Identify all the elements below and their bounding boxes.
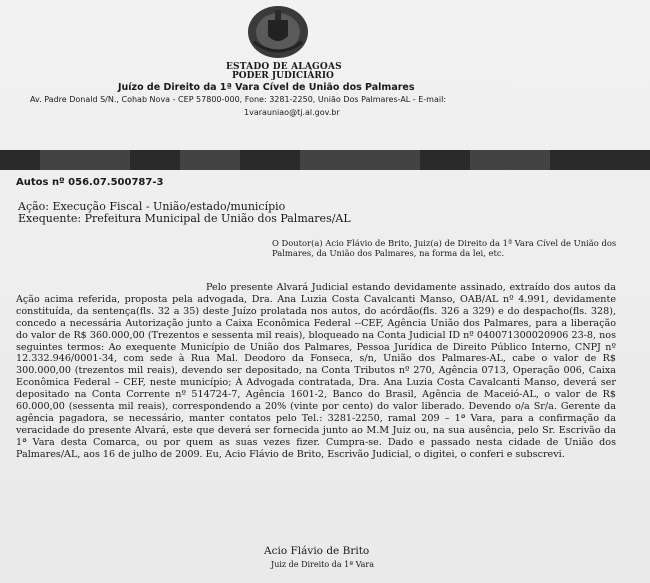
body-paragraph: Pelo presente Alvará Judicial estando devidamente assinado, extraído dos autos da Ação acima referida, proposta pela advogada, Dra. Ana Luzia Costa Cavalcanti Manso, OAB/AL nº 4.991, devidamente constituída, da sentença(fls. 32 a 35) deste Juízo prolatada nos autos, do acórdão(fls. 326 a 329) e do despacho(fls. 328), concedo a necessária Autorização junto a Caixa Econômica Federal --CEF, Agência União dos Palmares, para a liberação do valor de R$ 360.000,00 (Trezentos e sessenta mil reais), bloqueado na Conta Judicial ID nº 040071300020906 23-8, nos seguintes termos: Ao exequente Município de União dos Palmares, Pessoa Jurídica de Direito Público Interno, CNPJ nº 12.332.946/0001-34, com sede à Rua Mal. Deodoro da Fonseca, s/n, União dos Palmares-AL, cabe o valor de R$ 300.000,00 (trezentos mil reais), devendo ser depositado, na Conta Tributos nº 270, Agência 0713, Operação 006, Caixa Econômica Federal – CEF, neste município; À Advogada contratada, Dra. Ana Luzia Costa Cavalcanti Manso, deverá ser depositado na Conta Corrente nº 514724-7, Agência 1601-2, Banco do Brasil, Agência de Maceió-AL, o valor de R$ 60.000,00 (sessenta mil reais), correspondendo a 20% (vinte por cento) do valor liberado. Devendo o/a Sr/a. Gerente da agência pagadora, se necessário, manter contatos pelo Tel.: 3281-2250, ramal 209 – 1ª Vara, para a confirmação da veracidade do presente Alvará, este que deverá ser fornecida junto ao M.M Juiz ou, na sua ausência, pelo Sr. Escrivão da 1ª Vara desta Comarca, ou por quem as suas vezes fizer. Cumpra-se. Dado e passado nesta cidade de União dos Palmares/AL, aos 16 de julho de 2009. Eu, Acio Flávio de Brito, Escrivão Judicial, o digitei, o conferi e subscrevi.: [16, 282, 616, 460]
body-text: [16, 282, 616, 461]
court-email: 1varauniao@tj.al.gov.br: [244, 108, 340, 117]
case-number: Autos nº 056.07.500787-3: [16, 177, 164, 188]
judge-intro: O Doutor(a) Acio Flávio de Brito, Juiz(a) de Direito da 1ª Vara Cível de União dos Palmares, da União dos Palmares, na forma da lei, etc.: [272, 238, 617, 258]
court-address: Av. Padre Donald S/N., Cohab Nova - CEP 57800-000, Fone: 3281-2250, União Dos Palmares-AL - E-mail:: [30, 95, 447, 104]
action-type: Ação: Execução Fiscal - União/estado/município: [18, 200, 286, 213]
judiciary-name: PODER JUDICIÁRIO: [232, 71, 334, 81]
signature-name: Acio Flávio de Brito: [264, 545, 370, 557]
court-name: Juízo de Direito da 1ª Vara Cível de União dos Palmares: [118, 82, 415, 93]
signature-title: Juiz de Direito da 1ª Vara: [271, 560, 375, 569]
plaintiff: Exequente: Prefeitura Municipal de União dos Palmares/AL: [18, 212, 351, 225]
state-name: ESTADO DE ALAGOAS: [226, 62, 342, 72]
header-divider-band: [0, 150, 650, 170]
coat-of-arms-icon: [242, 2, 314, 62]
